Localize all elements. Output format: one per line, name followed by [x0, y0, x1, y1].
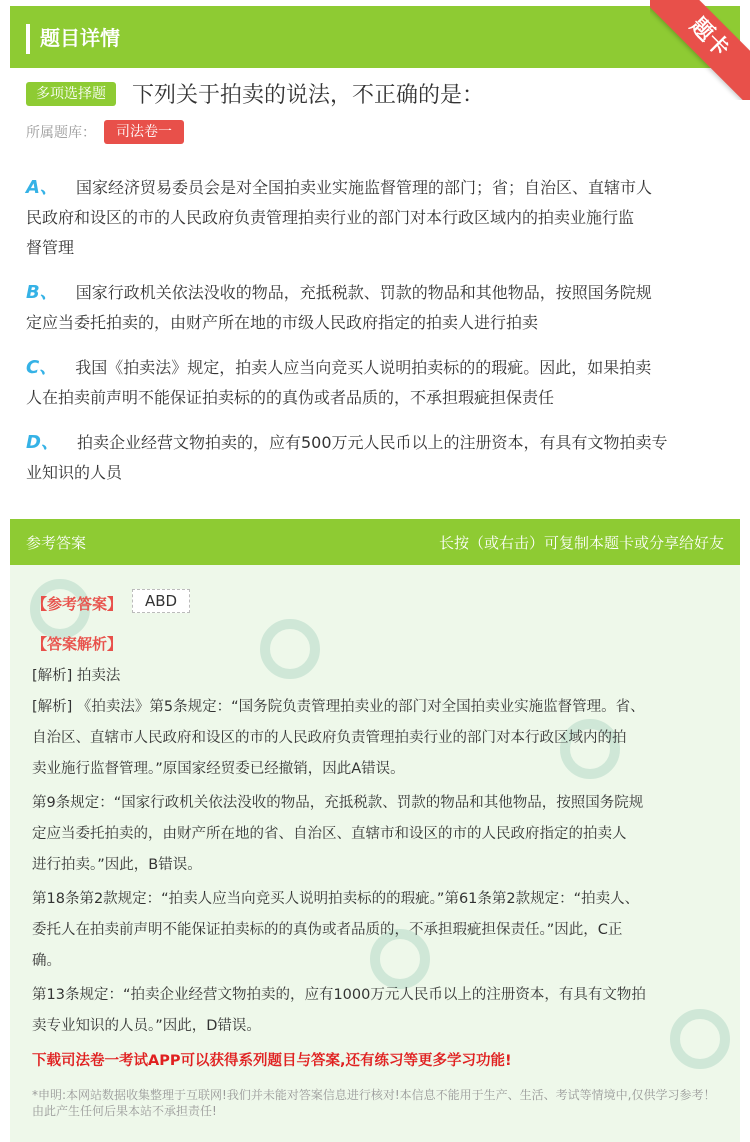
- analysis-line: 委托人在拍卖前声明不能保证拍卖标的的真伪或者品质的，不承担瑕疵担保责任。”因此，C正: [32, 922, 623, 938]
- analysis-line: 卖专业知识的人员。”因此，D错误。: [32, 1018, 261, 1034]
- answer-header: [10, 519, 740, 565]
- corner-ribbon-label: 题卡: [650, 0, 750, 100]
- analysis-label: 【答案解析】: [32, 635, 123, 653]
- option-line: [26, 428, 726, 458]
- header-bar: [10, 6, 740, 68]
- option-letter: D、: [26, 432, 59, 453]
- option-line: 督管理: [26, 238, 75, 257]
- analysis-line: 第18条第2款规定：“拍卖人应当向竞买人说明拍卖标的的瑕疵。”第61条第2款规定：“拍卖人、: [32, 891, 640, 907]
- option-letter: C、: [26, 357, 58, 378]
- option-a[interactable]: [26, 173, 726, 263]
- analysis-line: 第9条规定：“国家行政机关依法没收的物品，充抵税款、罚款的物品和其他物品，按照国务院规: [32, 795, 644, 811]
- analysis-line: 确。: [32, 953, 61, 969]
- reference-answer-value[interactable]: ABD: [132, 589, 190, 613]
- app-download-promo[interactable]: 下载司法卷一考试APP可以获得系列题目与答案,还有练习等更多学习功能!: [32, 1053, 512, 1069]
- option-line: 人在拍卖前声明不能保证拍卖标的的真伪或者品质的，不承担瑕疵担保责任: [26, 388, 555, 407]
- option-letter: A、: [26, 177, 58, 198]
- option-text: 拍卖企业经营文物拍卖的，应有500万元人民币以上的注册资本，有具有文物拍卖专: [76, 433, 668, 452]
- share-hint: 长按（或右击）可复制本题卡或分享给好友: [438, 534, 724, 552]
- option-c[interactable]: [26, 353, 726, 413]
- option-line: [26, 353, 726, 383]
- option-line: 民政府和设区的市的人民政府负责管理拍卖行业的部门对本行政区域内的拍卖业施行监: [26, 208, 635, 227]
- bank-badge[interactable]: 司法卷一: [104, 120, 184, 144]
- option-line: 定应当委托拍卖的，由财产所在地的市级人民政府指定的拍卖人进行拍卖: [26, 313, 539, 332]
- analysis-line: [解析] 拍卖法: [32, 668, 121, 684]
- analysis-line: [解析] 《拍卖法》第5条规定：“国务院负责管理拍卖业的部门对全国拍卖业实施监督管理。省、: [32, 699, 645, 715]
- answer-header-label: 参考答案: [26, 534, 87, 552]
- option-line: [26, 278, 726, 308]
- option-b[interactable]: [26, 278, 726, 338]
- analysis-line: 自治区、直辖市人民政府和设区的市的人民政府负责管理拍卖行业的部门对本行政区域内的拍: [32, 730, 627, 746]
- answer-panel: [10, 519, 740, 1142]
- option-line: [26, 173, 726, 203]
- option-text: 我国《拍卖法》规定，拍卖人应当向竞买人说明拍卖标的的瑕疵。因此，如果拍卖: [75, 358, 652, 377]
- bank-label: 所属题库：: [26, 125, 96, 141]
- question-title: 下列关于拍卖的说法，不正确的是：: [132, 83, 485, 108]
- analysis-line: 进行拍卖。”因此，B错误。: [32, 857, 202, 873]
- question-type-badge: 多项选择题: [26, 82, 116, 106]
- disclaimer: *申明:本网站数据收集整理于互联网!我们并未能对答案信息进行核对!本信息不能用于生产、生活、考试等情境中,仅供学习参考！由此产生任何后果本站不承担责任!: [32, 1088, 716, 1118]
- option-letter: B、: [26, 282, 58, 303]
- analysis-line: 第13条规定：“拍卖企业经营文物拍卖的，应有1000万元人民币以上的注册资本，有具有文物拍: [32, 987, 646, 1003]
- page-title: 题目详情: [40, 26, 120, 50]
- analysis-line: 卖业施行监督管理。”原国家经贸委已经撤销，因此A错误。: [32, 761, 405, 777]
- option-text: 国家行政机关依法没收的物品，充抵税款、罚款的物品和其他物品，按照国务院规: [75, 283, 652, 302]
- analysis-line: 定应当委托拍卖的，由财产所在地的省、自治区、直辖市和设区的市的人民政府指定的拍卖人: [32, 826, 627, 842]
- option-d[interactable]: [26, 428, 726, 488]
- option-text: 国家经济贸易委员会是对全国拍卖业实施监督管理的部门；省；自治区、直辖市人: [75, 178, 652, 197]
- corner-ribbon[interactable]: [650, 0, 750, 100]
- reference-answer-label: 【参考答案】: [32, 595, 123, 613]
- option-line: 业知识的人员: [26, 463, 123, 482]
- header-accent: [26, 24, 30, 54]
